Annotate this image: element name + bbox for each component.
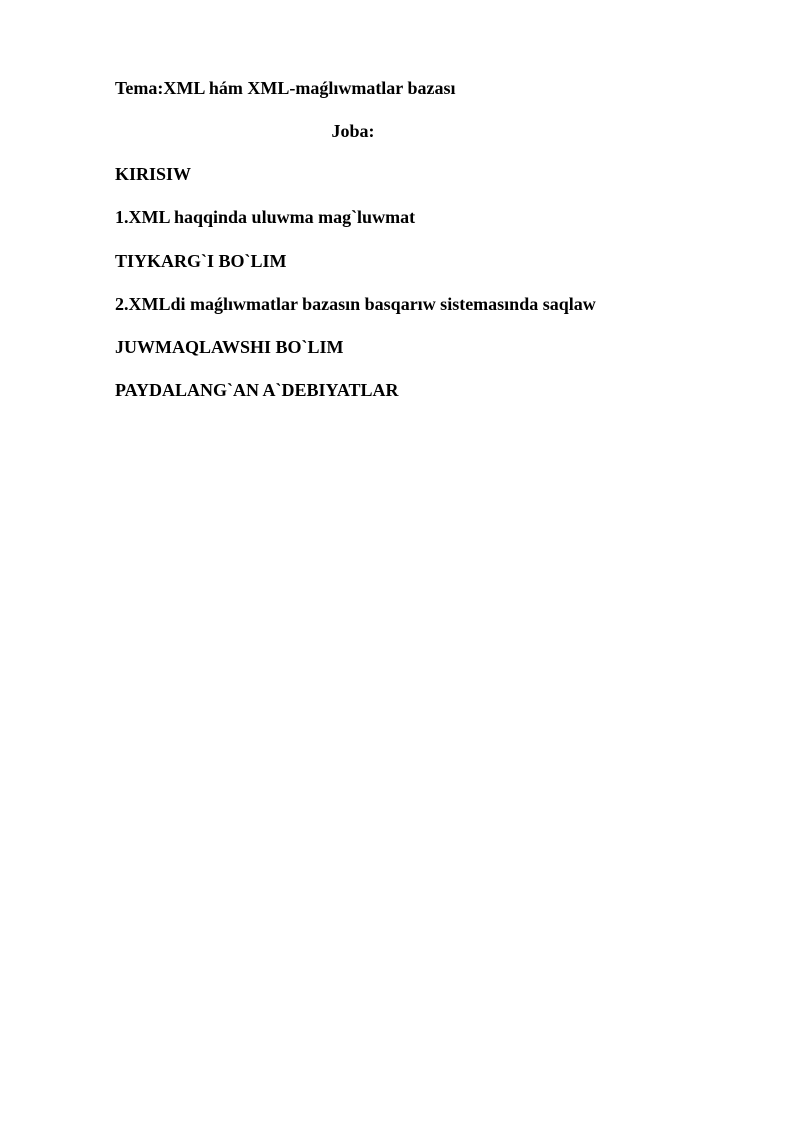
toc-item-section-2: 2.XMLdi maǵlıwmatlar bazasın basqarıw sistemasında saqlaw [115,294,596,314]
toc-item-introduction: KIRISIW [115,164,192,184]
document-topic: Tema:XML hám XML-maǵlıwmatlar bazası [115,78,456,98]
toc-item-section-1: 1.XML haqqinda uluwma mag`luwmat [115,207,416,227]
toc-item-references: PAYDALANG`AN A`DEBIYATLAR [115,380,399,400]
toc-item-conclusion: JUWMAQLAWSHI BO`LIM [115,337,344,357]
toc-item-main-part: TIYKARG`I BO`LIM [115,251,287,271]
plan-heading: Joba: [331,121,375,141]
